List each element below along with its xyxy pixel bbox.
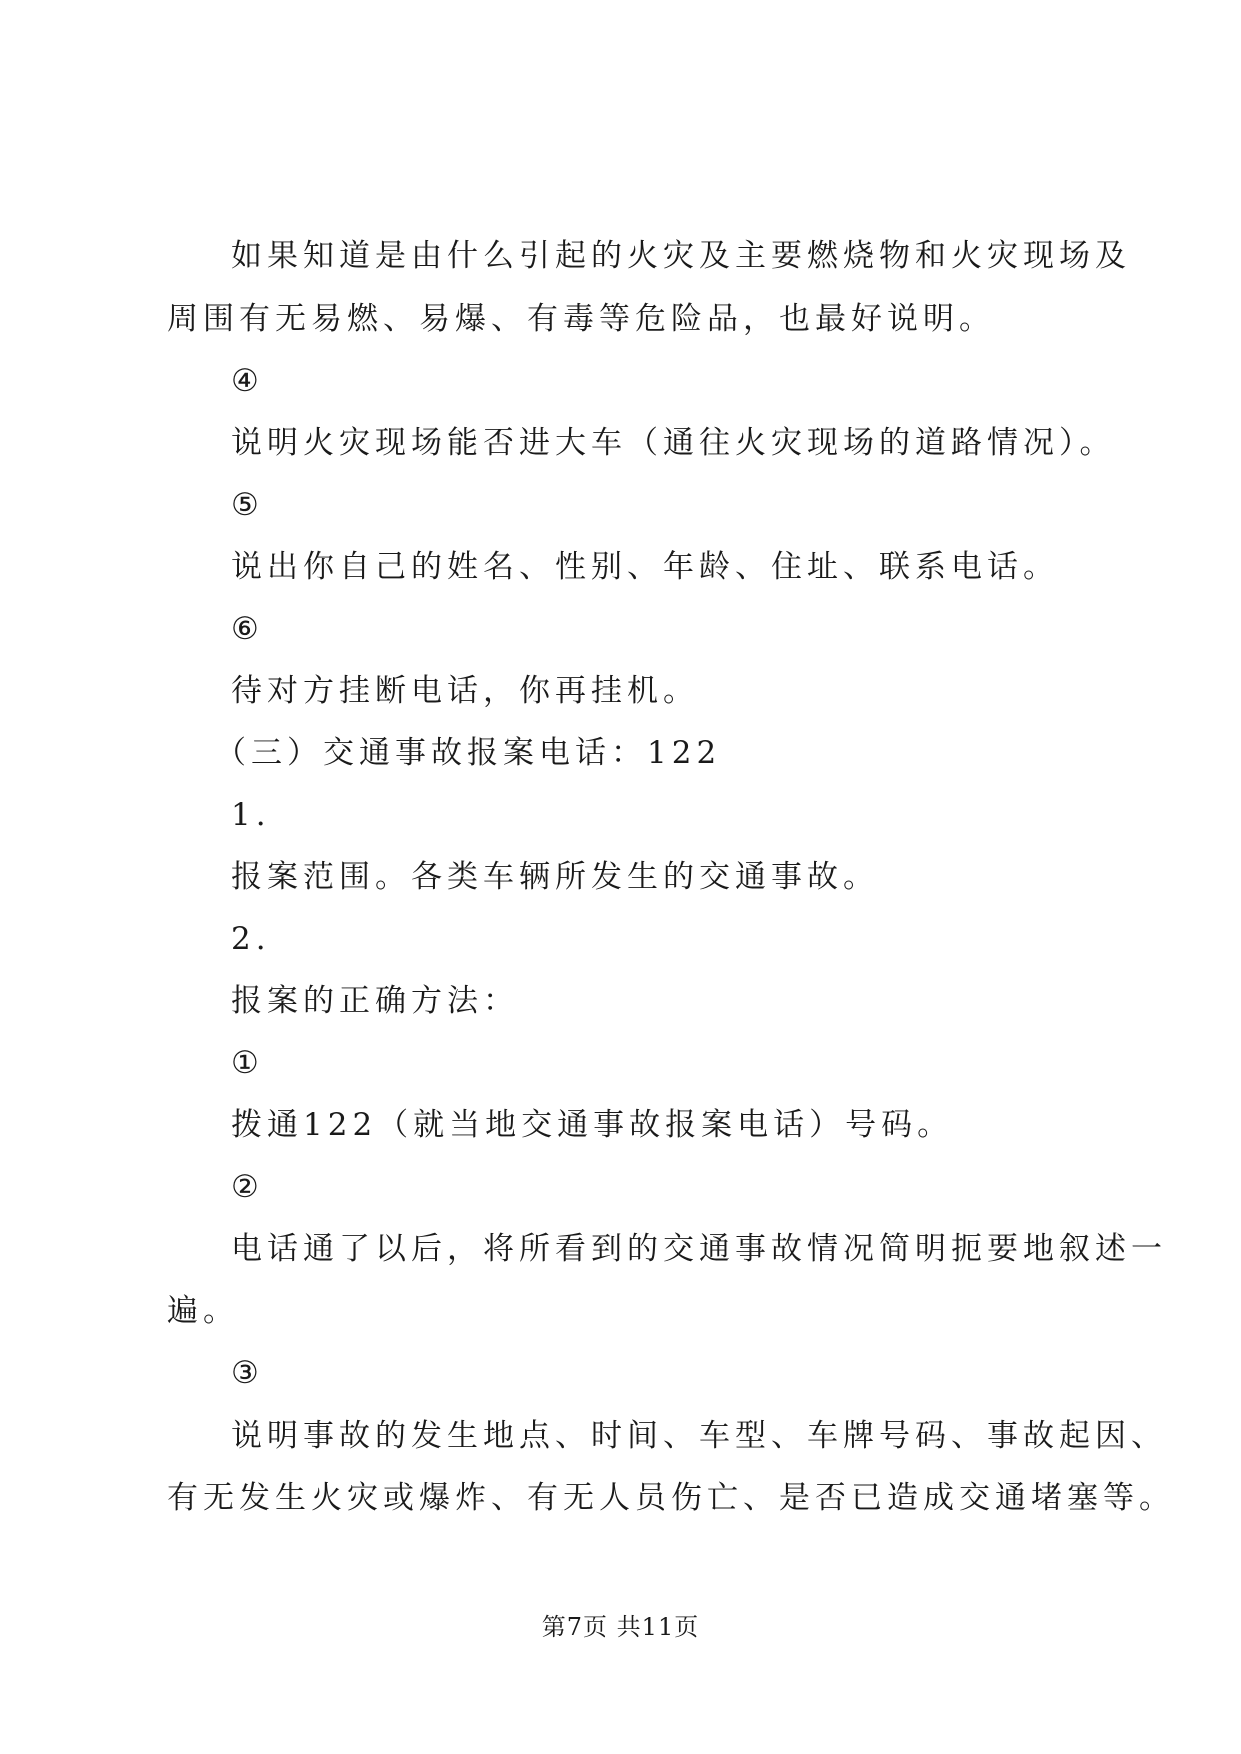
paragraph-line: 报案范围。各类车辆所发生的交通事故。 [231,859,879,895]
page-footer: 第7页 共11页 [541,1613,700,1641]
paragraph-line: 电话通了以后，将所看到的交通事故情况简明扼要地叙述一 [231,1231,1167,1267]
circled-number-1: ① [231,1045,264,1081]
paragraph-line: 遍。 [167,1293,239,1329]
paragraph-line: 说出你自己的姓名、性别、年龄、住址、联系电话。 [231,549,1059,585]
circled-number-2: ② [231,1169,264,1205]
paragraph-line: 有无发生火灾或爆炸、有无人员伤亡、是否已造成交通堵塞等。 [167,1480,1175,1516]
list-number-1: 1. [231,797,271,833]
paragraph-line: 如果知道是由什么引起的火灾及主要燃烧物和火灾现场及 [231,238,1131,274]
list-number-2: 2. [231,921,271,957]
paragraph-line: 报案的正确方法： [231,983,519,1019]
circled-number-5: ⑤ [231,487,264,523]
paragraph-line: 说明事故的发生地点、时间、车型、车牌号码、事故起因、 [231,1418,1167,1454]
paragraph-line: 待对方挂断电话，你再挂机。 [231,673,699,709]
paragraph-line: 拨通122（就当地交通事故报案电话）号码。 [231,1107,954,1143]
paragraph-line: 说明火灾现场能否进大车（通往火灾现场的道路情况）。 [231,425,1116,461]
circled-number-6: ⑥ [231,611,264,647]
circled-number-3: ③ [231,1355,264,1391]
paragraph-line: 周围有无易燃、易爆、有毒等危险品，也最好说明。 [167,301,995,337]
section-heading: （三）交通事故报案电话：122 [215,735,722,771]
circled-number-4: ④ [231,363,264,399]
